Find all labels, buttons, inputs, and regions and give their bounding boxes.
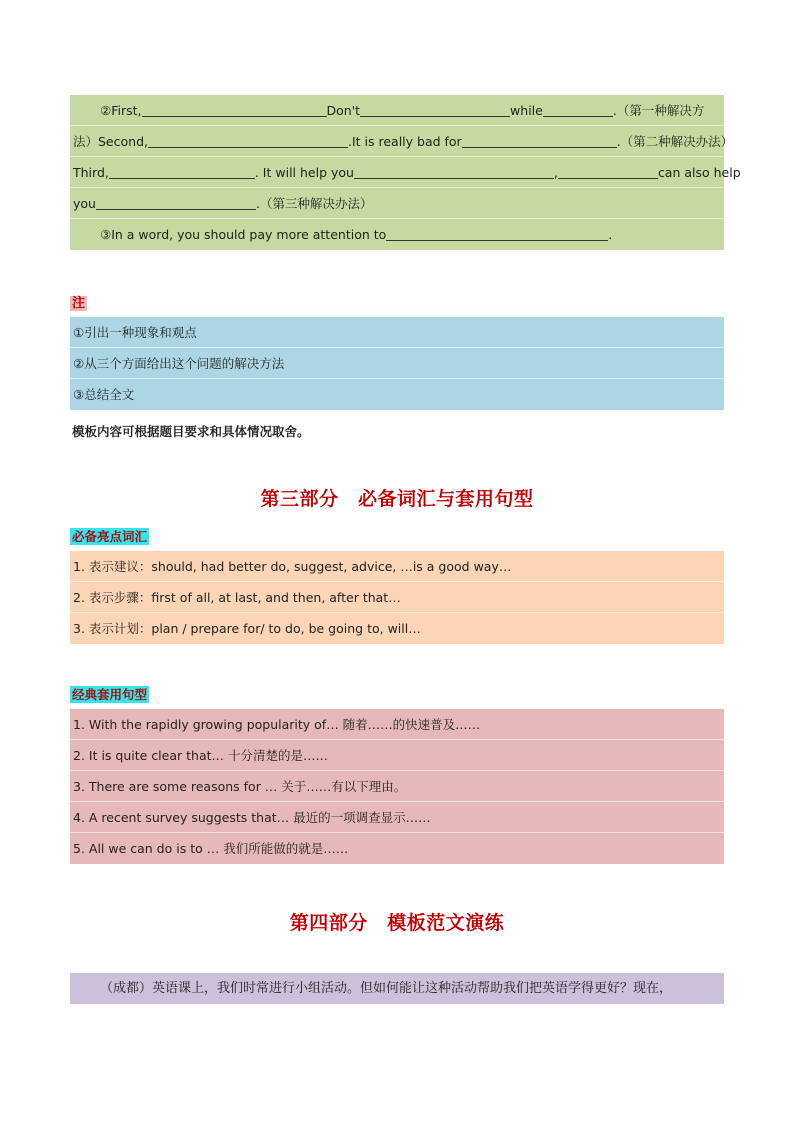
vocab-item: 1. 表示建议：should, had better do, suggest, advice, …is a good way…	[70, 551, 724, 582]
vocab-label: 必备亮点词汇	[72, 529, 148, 544]
blank	[543, 104, 613, 117]
sentence-item: 5. All we can do is to … 我们所能做的就是……	[73, 841, 349, 856]
sentence-item: 1. With the rapidly growing popularity of… 随着……的快速普及……	[70, 709, 724, 740]
text-third: Third,	[73, 165, 109, 180]
text-first: First,	[111, 103, 142, 118]
part4-heading: 第四部分 模板范文演练	[289, 912, 505, 934]
text-suffix: .（第一种解决方	[612, 103, 705, 118]
text-end: .	[608, 227, 613, 242]
template-row-4	[70, 188, 724, 219]
blank	[558, 166, 658, 179]
template-box	[70, 95, 741, 250]
text-help: . It will help you	[254, 165, 354, 180]
text-comma: ,	[553, 165, 558, 180]
template-row-2	[70, 126, 734, 157]
blank	[360, 104, 510, 117]
vocab-item: 3. 表示计划：plan / prepare for/ to do, be going to, will…	[73, 621, 421, 636]
vocab-label-wrap	[70, 526, 149, 545]
text-bad-for: .It is really bad for	[347, 134, 462, 149]
blank	[142, 104, 327, 117]
sentence-item: 4. A recent survey suggests that… 最近的一项调查显示……	[70, 802, 724, 833]
note-box	[70, 317, 724, 410]
template-row-1	[70, 95, 724, 126]
note-label-wrap	[70, 292, 87, 311]
note-item: ③总结全文	[73, 387, 135, 402]
blank	[109, 166, 255, 179]
blank	[96, 197, 256, 210]
template-row-5	[70, 219, 724, 250]
vocab-item: 2. 表示步骤：first of all, at last, and then, after that…	[70, 582, 724, 613]
text-also-help: can also help	[657, 165, 741, 180]
note-item: ①引出一种现象和观点	[70, 317, 724, 348]
part3-heading: 第三部分 必备词汇与套用句型	[260, 488, 534, 510]
text-suffix: .（第三种解决办法）	[255, 196, 373, 211]
text-while: while	[510, 103, 543, 118]
text-suffix: .（第二种解决办法）	[616, 134, 734, 149]
circle-number: ②	[100, 103, 112, 118]
prompt-box	[70, 973, 724, 1004]
sentence-label-wrap	[70, 684, 149, 703]
blank	[354, 166, 554, 179]
circle-number: ③	[100, 227, 112, 242]
blank	[386, 228, 608, 241]
template-row-3	[70, 157, 741, 188]
prompt-text: （成都）英语课上，我们时常进行小组活动。但如何能让这种活动帮助我们把英语学得更好？现在，	[100, 981, 673, 996]
sentence-label: 经典套用句型	[72, 687, 148, 702]
note-item: ②从三个方面给出这个问题的解决方法	[70, 348, 724, 379]
text-you: you	[73, 196, 96, 211]
text-dont: Don't	[326, 103, 361, 118]
blank	[148, 135, 348, 148]
blank	[462, 135, 617, 148]
vocab-box	[70, 551, 724, 644]
text-second: 法）Second,	[73, 134, 148, 149]
note-label: 注	[72, 296, 86, 311]
sentence-item: 3. There are some reasons for … 关于……有以下理由。	[70, 771, 724, 802]
text-conclusion: In a word, you should pay more attention to	[111, 227, 387, 242]
sentence-box	[70, 709, 724, 864]
sentence-item: 2. It is quite clear that… 十分清楚的是……	[70, 740, 724, 771]
note-remark: 模板内容可根据题目要求和具体情况取舍。	[72, 424, 310, 439]
